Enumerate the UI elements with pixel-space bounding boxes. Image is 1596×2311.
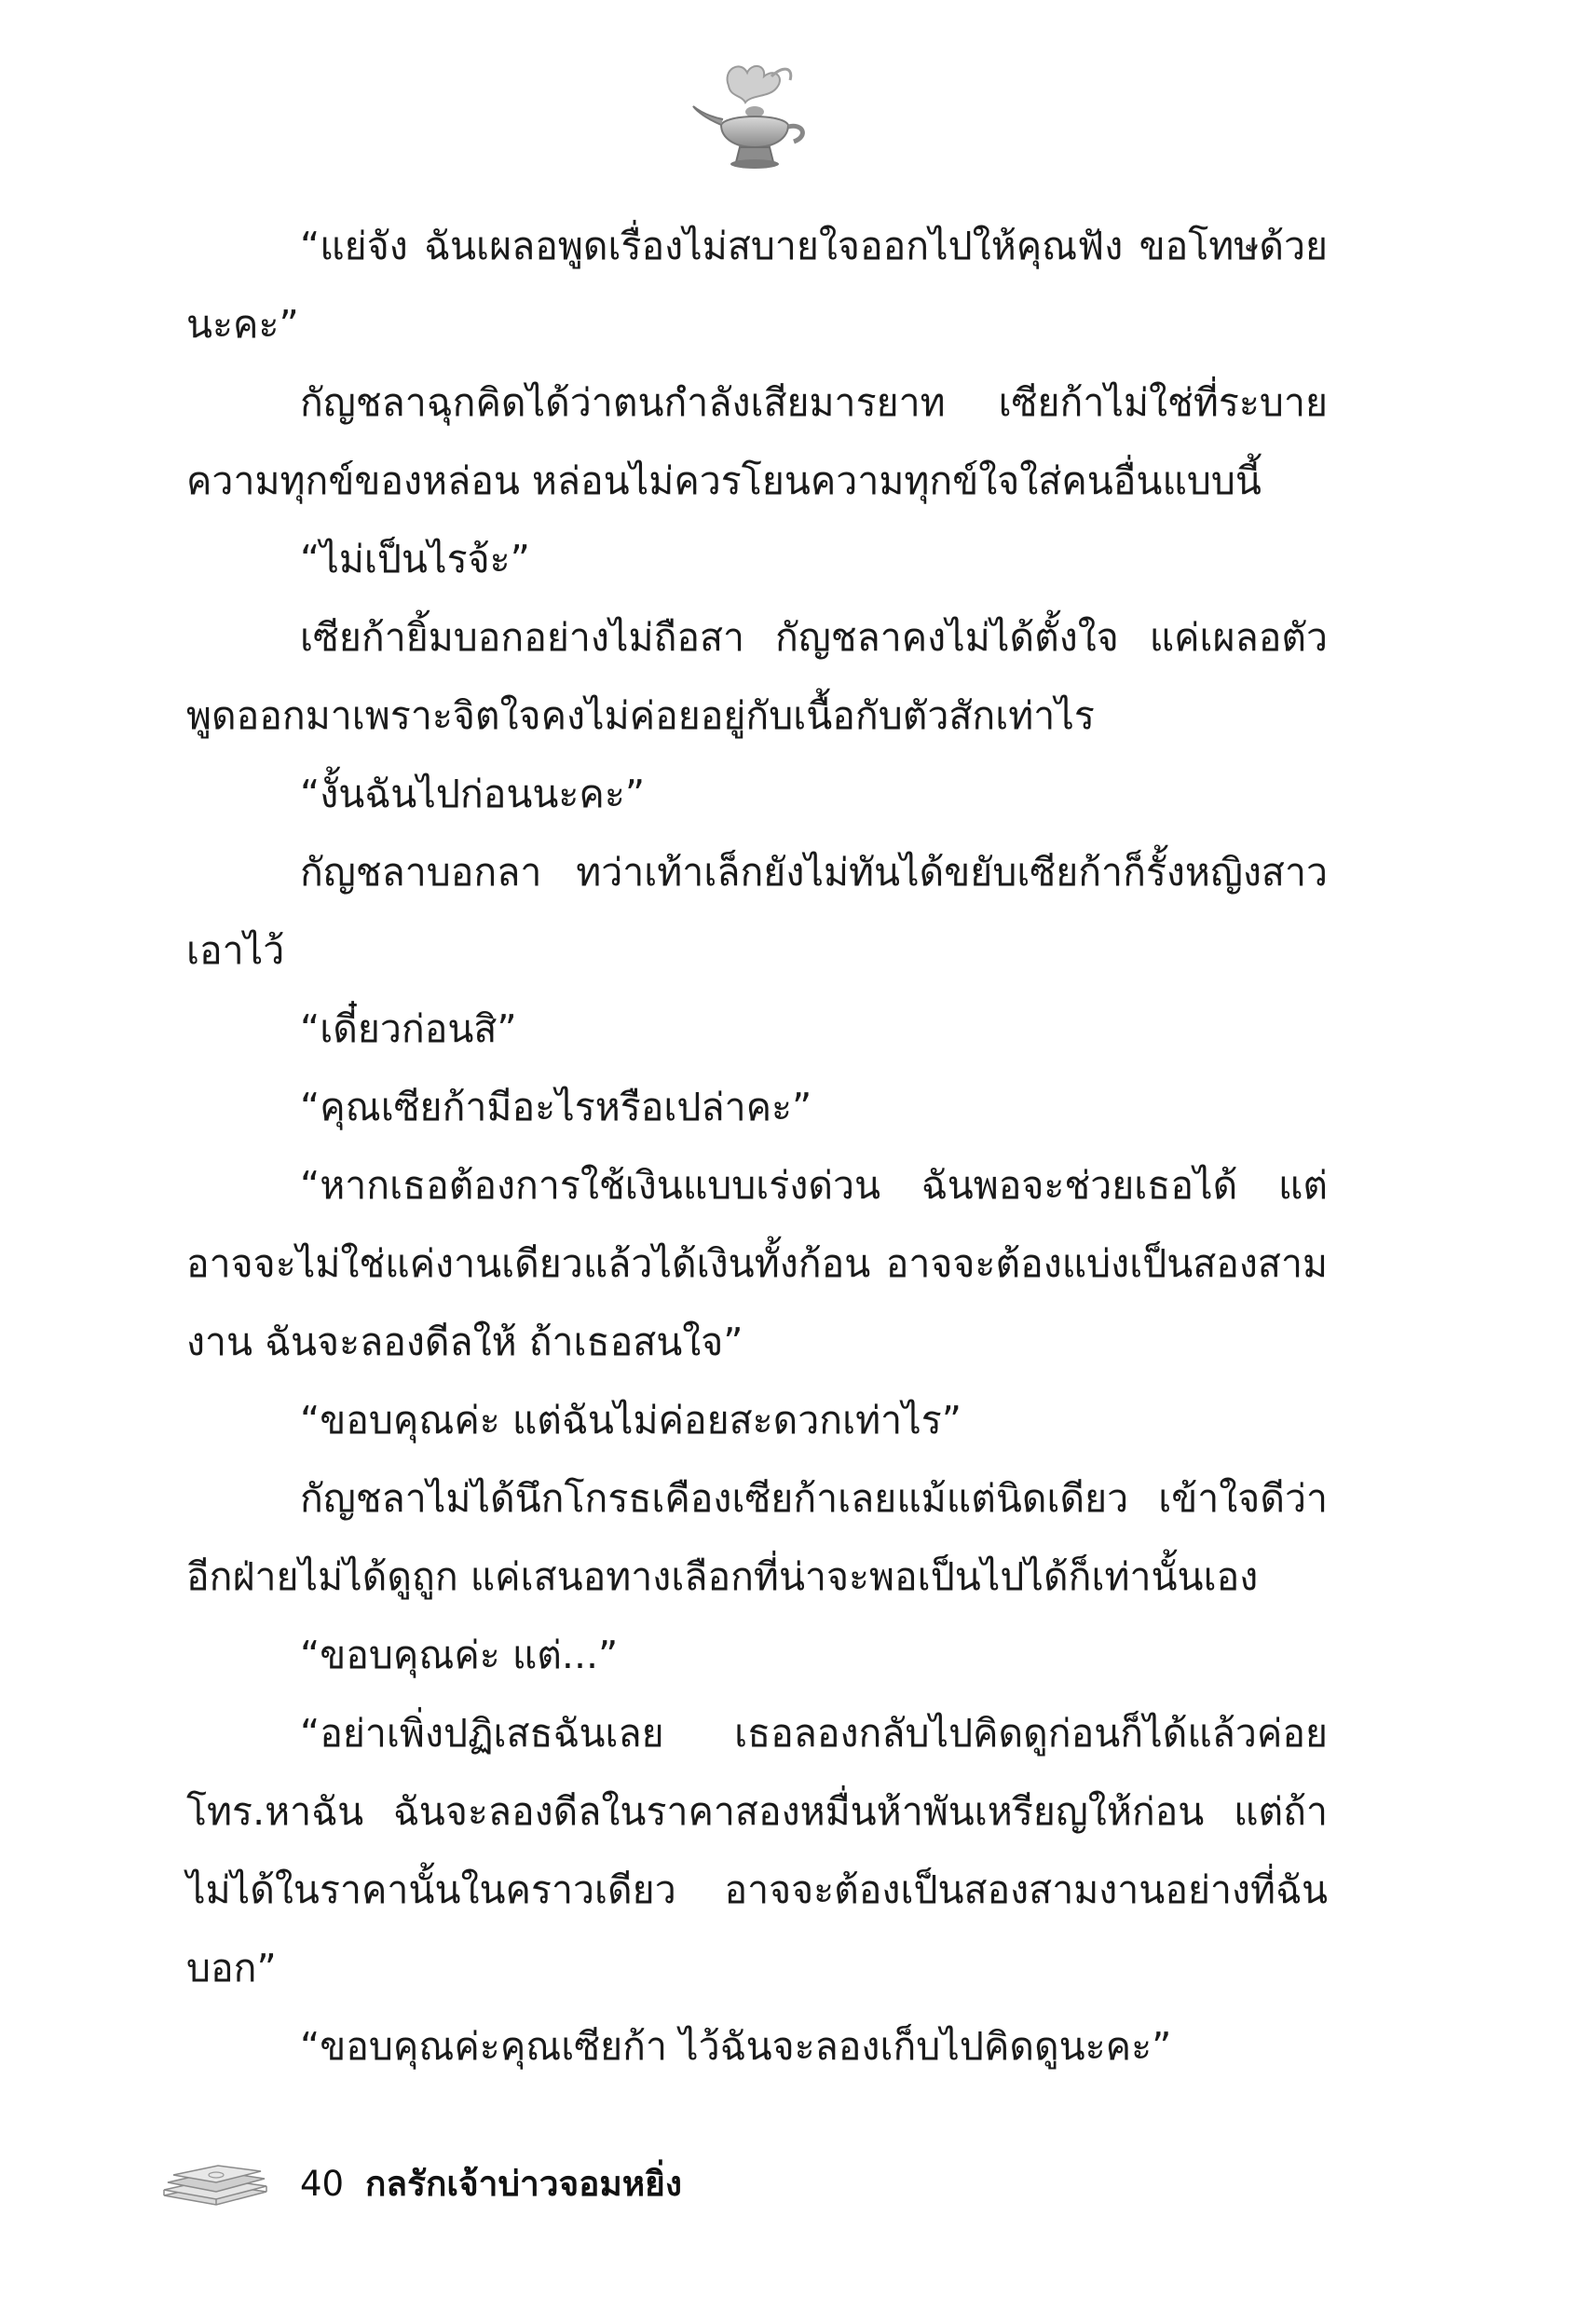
paragraph: “เดี๋ยวก่อนสิ” (300, 1006, 517, 1051)
paragraph: “งั้นฉันไปก่อนนะคะ” (300, 772, 646, 816)
genie-lamp-ornament-icon (689, 58, 820, 179)
paragraph: กัญชลาไม่ได้นึกโกรธเคืองเซียก้าเลยแม้แต่นิดเดียว เข้าใจดีว่าอีกฝ่ายไม่ได้ดูถูก แค่เสนอทางเลือกที่น่าจะพอเป็นไปได้ก็เท่านั้นเอง (186, 1476, 1328, 1599)
paragraph: กัญชลาฉุกคิดได้ว่าตนกำลังเสียมารยาท เซียก้าไม่ใช่ที่ระบายความทุกข์ของหล่อน หล่อนไม่ควรโยนความทุกข์ใจใส่คนอื่นแบบนี้ (186, 380, 1328, 503)
paragraph: “ขอบคุณค่ะคุณเซียก้า ไว้ฉันจะลองเก็บไปคิดดูนะคะ” (300, 2024, 1172, 2069)
paragraph: “หากเธอต้องการใช้เงินแบบเร่งด่วน ฉันพอจะช่วยเธอได้ แต่อาจจะไม่ใช่แค่งานเดียวแล้วได้เงินทั้งก้อน อาจจะต้องแบ่งเป็นสองสามงาน ฉันจะลองดีลให้ ถ้าเธอสนใจ” (186, 1163, 1328, 1364)
paragraph: “คุณเซียก้ามีอะไรหรือเปล่าคะ” (300, 1085, 812, 1129)
paragraph: “ขอบคุณค่ะ แต่ฉันไม่ค่อยสะดวกเท่าไร” (300, 1398, 962, 1443)
book-title: กลรักเจ้าบ่าวจอมหยิ่ง (365, 2164, 682, 2204)
paragraph: “อย่าเพิ่งปฏิเสธฉันเลย เธอลองกลับไปคิดดูก่อนก็ได้แล้วค่อยโทร.หาฉัน ฉันจะลองดีลในราคาสองหมื่นห้าพันเหรียญให้ก่อน แต่ถ้าไม่ได้ในราคานั้นในคราวเดียว อาจจะต้องเป็นสองสามงานอย่างที่ฉันบอก” (186, 1711, 1328, 1990)
money-stack-icon (158, 2158, 270, 2210)
body-text (186, 207, 1328, 2085)
paragraph: “แย่จัง ฉันเผลอพูดเรื่องไม่สบายใจออกไปให้คุณฟัง ขอโทษด้วยนะคะ” (186, 224, 1328, 347)
paragraph: “ไม่เป็นไรจ้ะ” (300, 537, 530, 581)
page-number: 40 (300, 2164, 345, 2204)
paragraph: “ขอบคุณค่ะ แต่...” (300, 1633, 619, 1677)
paragraph: เซียก้ายิ้มบอกอย่างไม่ถือสา กัญชลาคงไม่ได้ตั้งใจ แค่เผลอตัวพูดออกมาเพราะจิตใจคงไม่ค่อยอยู่กับเนื้อกับตัวสักเท่าไร (186, 615, 1328, 738)
page-footer (158, 2153, 997, 2218)
paragraph: กัญชลาบอกลา ทว่าเท้าเล็กยังไม่ทันได้ขยับเซียก้าก็รั้งหญิงสาวเอาไว้ (186, 850, 1328, 973)
